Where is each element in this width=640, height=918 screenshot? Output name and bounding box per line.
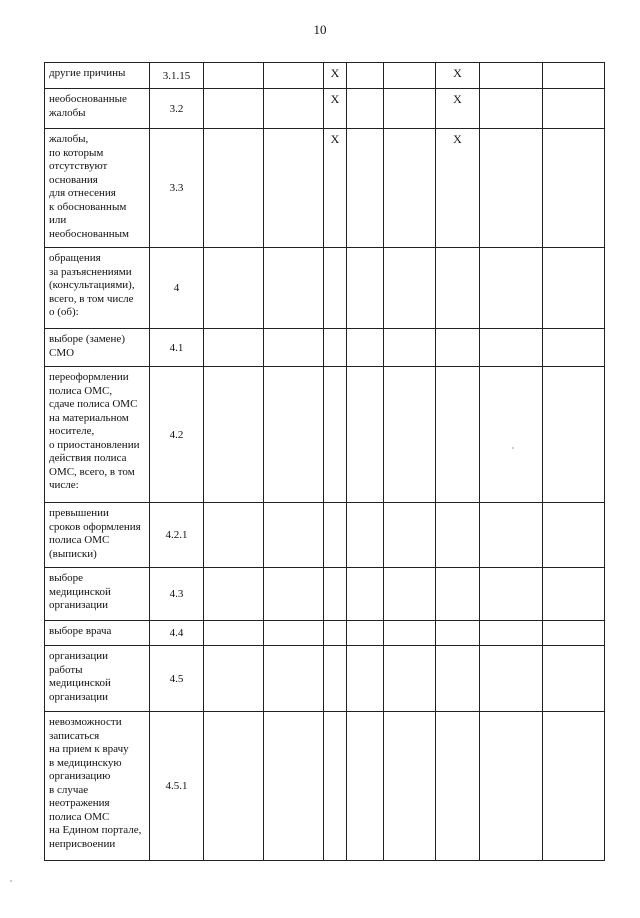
row-code: 3.2 — [150, 89, 204, 129]
row-label-line: на Едином портале, — [49, 824, 142, 836]
table-row — [45, 63, 605, 89]
row-label-line: записаться — [49, 729, 100, 742]
table-cell — [480, 248, 543, 329]
table-cell — [264, 621, 324, 646]
row-label-line: медицинской — [49, 585, 111, 598]
row-label-line: (выписки) — [49, 547, 97, 560]
table-row — [45, 89, 605, 129]
table-cell — [324, 621, 347, 646]
table-cell: X — [324, 129, 347, 248]
row-label-line: основания — [49, 173, 98, 186]
table-cell — [264, 568, 324, 621]
row-label-line: выборе врача — [49, 625, 112, 637]
table-cell — [384, 568, 436, 621]
row-label-line: в медицинскую — [49, 756, 122, 769]
table-cell — [543, 129, 605, 248]
row-label — [45, 63, 150, 89]
row-label-line: полиса ОМС — [49, 810, 110, 823]
table-cell — [543, 503, 605, 568]
row-label-line: полиса ОМС, — [49, 384, 113, 397]
row-code: 4.1 — [150, 329, 204, 367]
row-code: 4.3 — [150, 568, 204, 621]
table-cell: X — [324, 63, 347, 89]
row-label-line: жалобы — [49, 106, 86, 119]
table-cell — [543, 712, 605, 861]
table-cell — [347, 621, 384, 646]
row-label-line: на материальном — [49, 411, 129, 424]
table-cell — [264, 367, 324, 503]
table-cell — [543, 63, 605, 89]
row-label-line: жалобы, — [49, 133, 89, 145]
table-cell — [384, 621, 436, 646]
row-label-line: выборе (замене) — [49, 333, 125, 345]
table-cell — [204, 503, 264, 568]
row-label-line: медицинской — [49, 677, 111, 689]
row-label — [45, 89, 150, 129]
row-label — [45, 646, 150, 712]
row-code: 3.1.15 — [150, 63, 204, 89]
row-label-line: сроков оформления — [49, 520, 141, 533]
table-cell — [480, 89, 543, 129]
row-label — [45, 129, 150, 248]
table-cell — [347, 89, 384, 129]
table-cell — [543, 329, 605, 367]
row-label-line: обращения — [49, 252, 101, 264]
table-cell — [543, 568, 605, 621]
table-cell — [480, 129, 543, 248]
row-label-line: о (об): — [49, 306, 79, 318]
table-row — [45, 503, 605, 568]
table-cell — [543, 621, 605, 646]
table-cell — [543, 367, 605, 503]
table-cell — [384, 329, 436, 367]
row-code: 4.2 — [150, 367, 204, 503]
table-cell — [384, 646, 436, 712]
table-cell — [347, 568, 384, 621]
table-cell — [264, 248, 324, 329]
table-cell — [264, 712, 324, 861]
row-label-line: (консультациями), — [49, 279, 135, 291]
row-label-line: другие причины — [49, 67, 126, 79]
row-label-line: о приостановлении — [49, 438, 140, 451]
table-cell — [436, 621, 480, 646]
row-label-line: переоформлении — [49, 371, 129, 383]
table-cell — [204, 248, 264, 329]
row-code: 3.3 — [150, 129, 204, 248]
table-cell — [436, 329, 480, 367]
table-cell — [384, 63, 436, 89]
row-label-line: в случае — [49, 783, 89, 796]
table-cell — [264, 89, 324, 129]
table-cell — [480, 329, 543, 367]
table-cell — [480, 503, 543, 568]
row-label-line: за разъяснениями — [49, 265, 132, 278]
row-label-line: превышении — [49, 507, 109, 519]
table-cell — [436, 712, 480, 861]
table-cell — [480, 568, 543, 621]
table-cell: X — [436, 129, 480, 248]
table-cell — [543, 646, 605, 712]
row-label-line: выборе — [49, 572, 84, 584]
row-label — [45, 329, 150, 367]
table-row — [45, 621, 605, 646]
row-label-line: действия полиса — [49, 452, 127, 464]
table-row — [45, 646, 605, 712]
table-cell — [204, 63, 264, 89]
table-cell — [480, 712, 543, 861]
row-label-line: неприсвоении — [49, 837, 116, 850]
table-cell — [384, 367, 436, 503]
table-cell: X — [324, 89, 347, 129]
page-number: 10 — [313, 22, 327, 37]
table-cell — [480, 63, 543, 89]
row-code: 4.5.1 — [150, 712, 204, 861]
table-row — [45, 329, 605, 367]
table-cell — [324, 712, 347, 861]
row-code: 4.5 — [150, 646, 204, 712]
row-label — [45, 568, 150, 621]
table-cell — [436, 503, 480, 568]
row-label-line: организацию — [49, 770, 111, 782]
row-label — [45, 503, 150, 568]
table-cell — [436, 248, 480, 329]
table-cell: X — [436, 89, 480, 129]
table-cell — [480, 646, 543, 712]
table-cell — [324, 329, 347, 367]
row-label-line: невозможности — [49, 716, 122, 728]
table-cell — [264, 129, 324, 248]
table-cell — [204, 89, 264, 129]
table-cell — [384, 129, 436, 248]
table-cell — [480, 367, 543, 503]
row-code: 4.2.1 — [150, 503, 204, 568]
row-code: 4 — [150, 248, 204, 329]
table-cell — [324, 503, 347, 568]
table-row — [45, 129, 605, 248]
table-cell — [347, 248, 384, 329]
row-label-line: СМО — [49, 346, 75, 359]
table-cell — [436, 568, 480, 621]
table-cell — [204, 129, 264, 248]
table-cell — [436, 646, 480, 712]
table-cell — [324, 367, 347, 503]
table-cell — [384, 503, 436, 568]
row-label — [45, 712, 150, 861]
table-cell: X — [436, 63, 480, 89]
table-cell — [264, 646, 324, 712]
table-cell — [204, 646, 264, 712]
table-cell — [384, 712, 436, 861]
row-label-line: отсутствуют — [49, 160, 108, 172]
row-label-line: работы — [49, 663, 83, 676]
report-table — [44, 62, 605, 861]
row-label-line: необоснованным — [49, 227, 129, 240]
row-label-line: организации — [49, 650, 109, 662]
table-row — [45, 712, 605, 861]
table-cell — [204, 367, 264, 503]
row-label-line: полиса ОМС — [49, 534, 110, 546]
row-label — [45, 621, 150, 646]
scan-speck — [10, 880, 12, 882]
table-row — [45, 248, 605, 329]
row-label-line: неотражения — [49, 797, 110, 809]
row-label — [45, 248, 150, 329]
table-cell — [347, 329, 384, 367]
row-label-line: необоснованные — [49, 93, 127, 105]
table-row — [45, 568, 605, 621]
table-cell — [543, 248, 605, 329]
table-cell — [204, 621, 264, 646]
table-cell — [347, 503, 384, 568]
table-cell — [347, 367, 384, 503]
row-label-line: организации — [49, 690, 109, 703]
table-cell — [347, 129, 384, 248]
row-label-line: всего, в том числе — [49, 292, 134, 305]
row-label-line: для отнесения — [49, 187, 116, 199]
row-label-line: по которым — [49, 146, 104, 159]
table-row — [45, 367, 605, 503]
table-cell — [324, 248, 347, 329]
row-label-line: организации — [49, 599, 109, 611]
row-label-line: на прием к врачу — [49, 743, 129, 755]
row-label-line: ОМС, всего, в том — [49, 465, 135, 478]
table-cell — [324, 646, 347, 712]
table-cell — [324, 568, 347, 621]
table-cell — [204, 568, 264, 621]
table-cell — [543, 89, 605, 129]
table-cell — [264, 329, 324, 367]
table-cell — [384, 248, 436, 329]
table-cell — [384, 89, 436, 129]
table-cell — [347, 646, 384, 712]
row-label-line: числе: — [49, 479, 79, 491]
table-cell — [347, 712, 384, 861]
row-label-line: носителе, — [49, 425, 95, 437]
table-cell — [347, 63, 384, 89]
row-label-line: сдаче полиса ОМС — [49, 398, 138, 410]
table-cell — [204, 329, 264, 367]
row-label — [45, 367, 150, 503]
table-cell — [264, 63, 324, 89]
scan-speck — [512, 447, 514, 449]
row-label-line: к обоснованным — [49, 200, 127, 213]
table-cell — [480, 621, 543, 646]
table-cell — [436, 367, 480, 503]
table-cell — [264, 503, 324, 568]
table-cell — [204, 712, 264, 861]
row-code: 4.4 — [150, 621, 204, 646]
row-label-line: или — [49, 214, 67, 226]
